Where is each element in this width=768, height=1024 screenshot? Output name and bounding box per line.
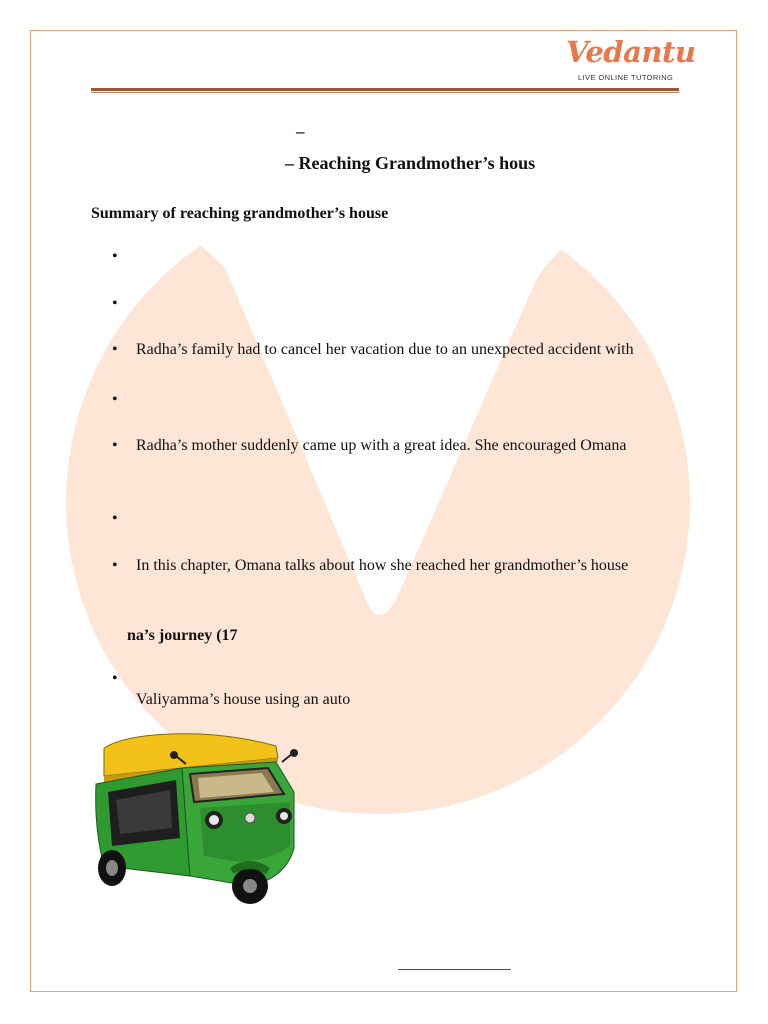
vedantu-watermark-icon xyxy=(66,190,690,814)
list-item: In this chapter, Omana talks about how she reached her grandmother’s house xyxy=(136,557,629,574)
bullet-marker: • xyxy=(112,670,118,687)
logo-tagline: LIVE ONLINE TUTORING xyxy=(578,73,674,82)
header-rule-thin xyxy=(91,92,679,93)
auto-rickshaw-image xyxy=(90,728,304,906)
bullet-marker: • xyxy=(112,557,118,574)
list-item: Valiyamma’s house using an auto xyxy=(136,691,351,708)
vedantu-logo xyxy=(566,35,696,86)
header-rule xyxy=(91,88,679,91)
page-title: – Reaching Grandmother’s hous xyxy=(285,153,536,173)
journey-heading: na’s journey (17 xyxy=(127,627,238,644)
bullet-marker: • xyxy=(112,510,118,527)
bullet-marker: • xyxy=(112,437,118,454)
bullet-marker: • xyxy=(112,295,118,312)
footer-link-underline[interactable] xyxy=(398,969,511,970)
bullet-marker: • xyxy=(112,248,118,265)
heading-dash: – xyxy=(296,122,305,141)
list-item: Radha’s mother suddenly came up with a great idea. She encouraged Omana xyxy=(136,437,627,454)
bullet-marker: • xyxy=(112,341,118,358)
logo-wordmark: Vedantu xyxy=(566,35,696,69)
list-item: Radha’s family had to cancel her vacation due to an unexpected accident with xyxy=(136,341,634,358)
bullet-marker: • xyxy=(112,391,118,408)
summary-heading: Summary of reaching grandmother’s house xyxy=(91,205,389,222)
